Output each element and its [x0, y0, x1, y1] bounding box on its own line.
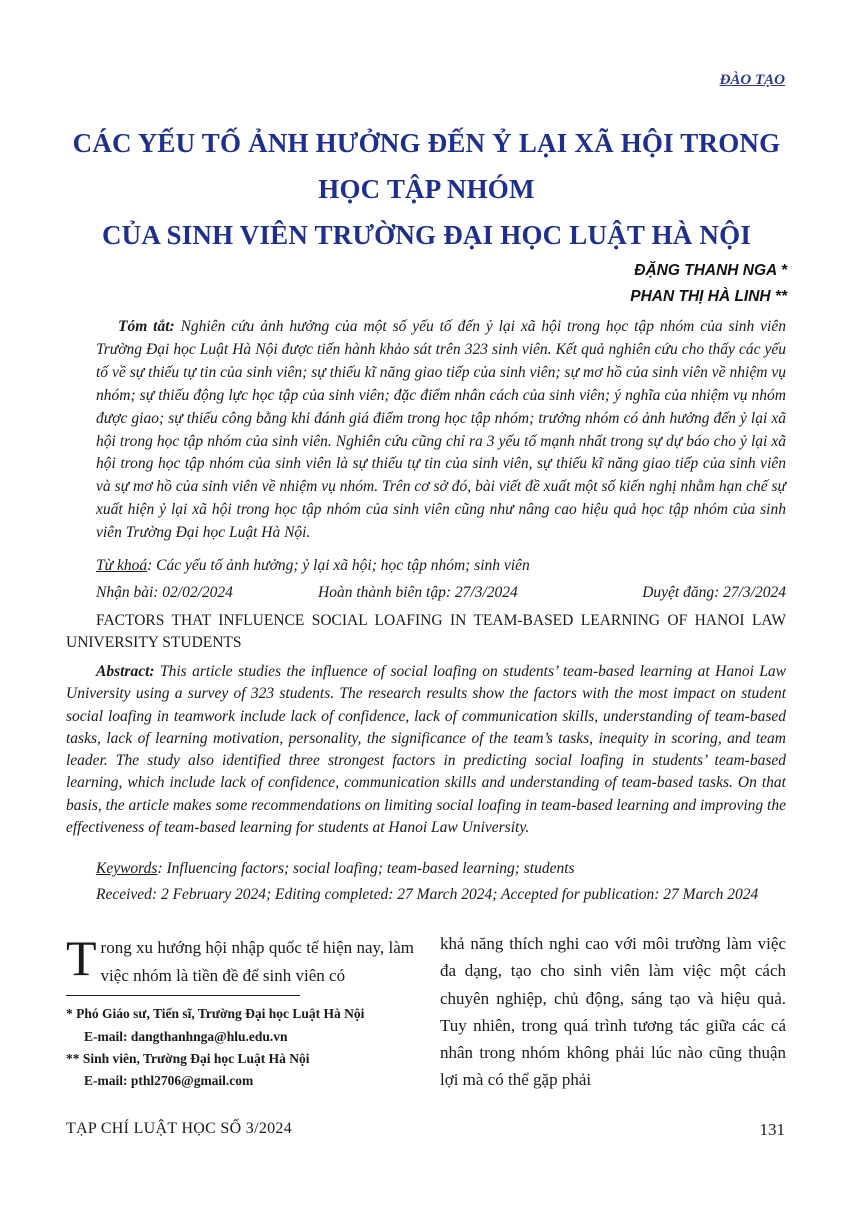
keywords-english	[96, 860, 575, 878]
title-line-2: CỦA SINH VIÊN TRƯỜNG ĐẠI HỌC LUẬT HÀ NỘI	[101, 220, 752, 250]
keywords-vi-text: : Các yếu tố ảnh hưởng; ỷ lại xã hội; học tập nhóm; sinh viên	[147, 557, 530, 574]
body-column-right: khả năng thích nghi cao với môi trường làm việc đa dạng, tạo cho sinh viên làm việc một cách chuyên nghiệp, chủ động, sáng tạo và hiệu quả. Tuy nhiên, trong quá trình tương tác giữa các cá nhân trong nhóm không phải lúc nào cũng thuận lợi mà có thể gặp phải	[440, 934, 786, 1090]
footnote-1: * Phó Giáo sư, Tiến sĩ, Trường Đại học Luật Hà Nội	[66, 1006, 365, 1021]
date-edited-vi: Hoàn thành biên tập: 27/3/2024	[318, 584, 518, 601]
abstract-vi-text: Nghiên cứu ảnh hưởng của một số yếu tố đến ỷ lại xã hội trong học tập nhóm của sinh viên Trường Đại học Luật Hà Nội được tiến hành khảo sát trên 323 sinh viên. Kết quả nghiên cứu cho thấy các yếu tố về sự thiếu tự tin của sinh viên; sự thiếu kĩ năng giao tiếp của sinh viên; sự mơ hồ của sinh viên về nhiệm vụ nhóm; sự thiếu động lực học tập của sinh viên; đặc điểm nhân cách của sinh viên; ý nghĩa của nhiệm vụ nhóm được giao; sự thiếu công bằng khi đánh giá điểm trong học tập nhóm; trưởng nhóm có ảnh hưởng đến ỷ lại xã hội trong học tập nhóm của sinh viên. Nghiên cứu cũng chỉ ra 3 yếu tố mạnh nhất trong sự dự báo cho ỷ lại xã hội trong học tập nhóm của sinh viên là sự thiếu tự tin của sinh viên, sự thiếu kĩ năng giao tiếp của sinh viên và sự mơ hồ của sinh viên về nhiệm vụ nhóm. Trên cơ sở đó, bài viết đề xuất một số kiến nghị nhằm hạn chế sự xuất hiện ỷ lại xã hội trong học tập nhóm của sinh viên cũng như nâng cao hiệu quả học tập nhóm của sinh viên Trường Đại học Luật Hà Nội.	[96, 318, 786, 542]
abstract-vietnamese	[96, 316, 786, 545]
page-number: 131	[759, 1120, 785, 1139]
body-left-text: rong xu hướng hội nhập quốc tế hiện nay, làm việc nhóm là tiền đề để sinh viên có	[100, 938, 414, 985]
footnote-1-email: E-mail: dangthanhnga@hlu.edu.vn	[84, 1029, 288, 1044]
date-accepted-vi: Duyệt đăng: 27/3/2024	[642, 584, 786, 601]
abstract-en-text: This article studies the influence of social loafing on students’ team-based learning at Hanoi Law University using a survey of 323 students. The research results show the factors with the most impact on student social loafing in teamwork include lack of confidence, lack of communication skills, understanding of team-based tasks, lack of learning motivation, personality, the significance of the team’s tasks, inequity in scoring, and team leader. The study also identified three strongest factors in predicting social loafing in students’ team-based learning, which include lack of confidence, communication skills and understanding of team-based tasks. On that basis, the article makes some recommendations on limiting social loafing in team-based learning and improving the effectiveness of team-based learning for students at Hanoi Law University.	[66, 663, 786, 837]
footnote-divider	[66, 995, 300, 996]
body-column-left	[66, 930, 414, 990]
drop-cap: T	[66, 930, 97, 986]
abstract-vi-label: Tóm tắt:	[118, 318, 175, 335]
keywords-vietnamese	[96, 557, 530, 575]
date-received-vi: Nhận bài: 02/02/2024	[96, 584, 233, 601]
keywords-en-label: Keywords	[96, 860, 158, 877]
footnote-2: ** Sinh viên, Trường Đại học Luật Hà Nội	[66, 1051, 310, 1066]
keywords-en-text: : Influencing factors; social loafing; team-based learning; students	[157, 860, 575, 877]
article-title	[60, 120, 793, 258]
title-line-1: CÁC YẾU TỐ ẢNH HƯỞNG ĐẾN Ỷ LẠI XÃ HỘI TRONG HỌC TẬP NHÓM	[72, 128, 781, 204]
author-2: PHAN THỊ HÀ LINH **	[630, 288, 787, 305]
abstract-en-label: Abstract:	[96, 663, 155, 680]
dates-english: Received: 2 February 2024; Editing completed: 27 March 2024; Accepted for publication: 27 March 2024	[96, 886, 759, 903]
section-tag: ĐÀO TẠO	[719, 72, 785, 88]
footnote-2-email: E-mail: pthl2706@gmail.com	[84, 1073, 254, 1088]
journal-footer: TẠP CHÍ LUẬT HỌC SỐ 3/2024	[66, 1120, 293, 1137]
keywords-vi-label: Từ khoá	[96, 557, 148, 574]
english-title: FACTORS THAT INFLUENCE SOCIAL LOAFING IN TEAM-BASED LEARNING OF HANOI LAW UNIVERSITY STUDENTS	[66, 612, 786, 651]
abstract-english	[66, 661, 786, 839]
author-1: ĐẶNG THANH NGA *	[634, 262, 787, 279]
